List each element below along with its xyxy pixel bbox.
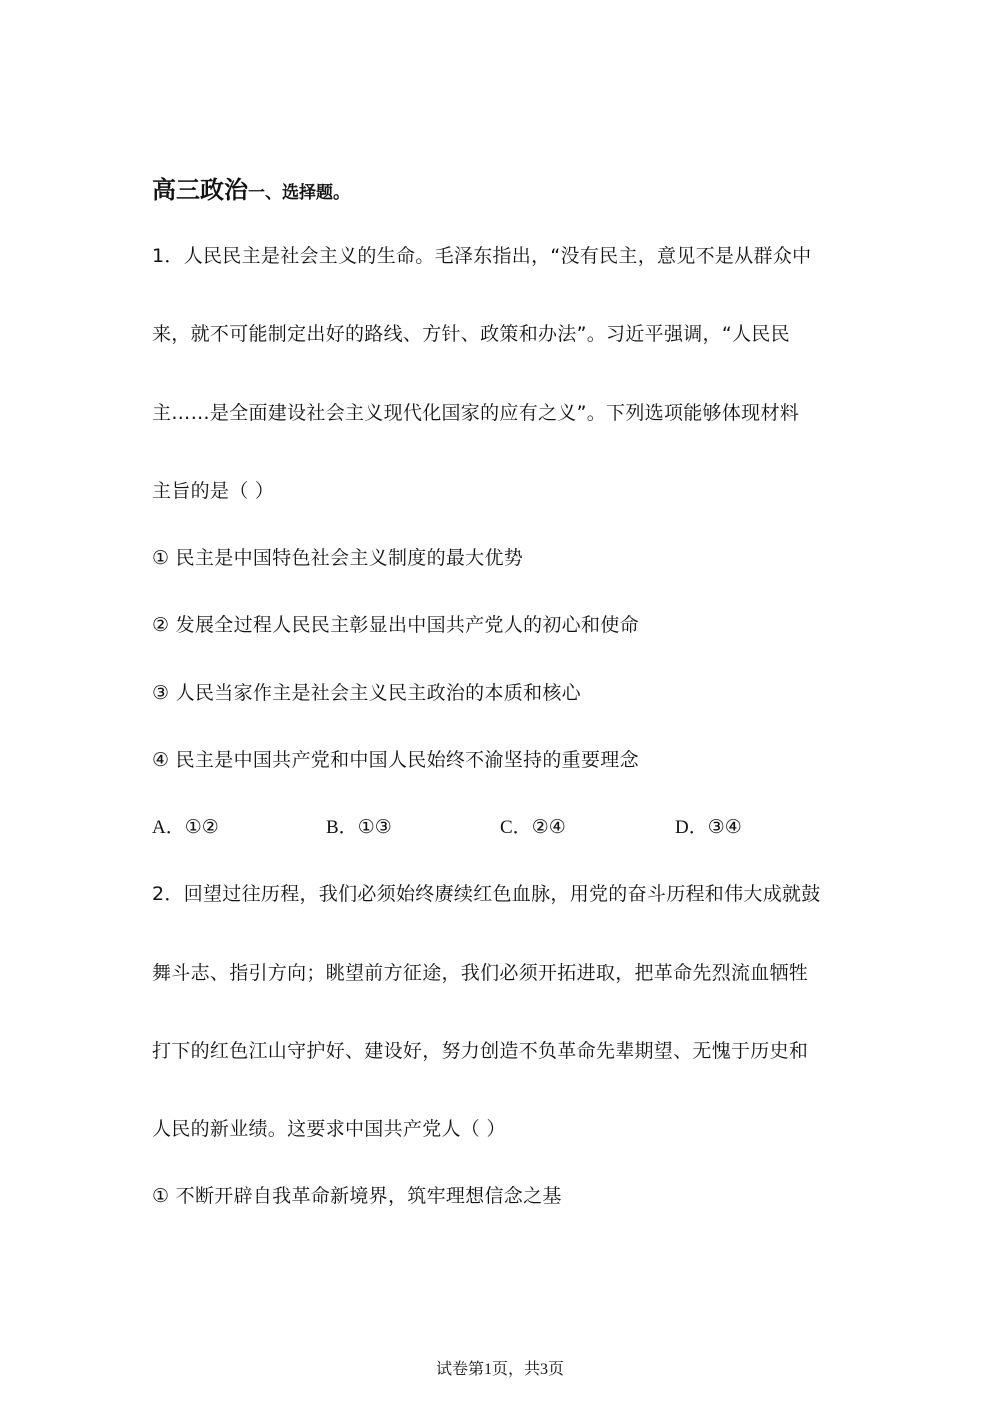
choice-b-value: ①③ xyxy=(357,816,392,838)
choice-d-value: ③④ xyxy=(707,816,742,838)
question-2-line-2: 舞斗志、指引方向；眺望前方征途，我们必须开拓进取，把革命先烈流血牺牲 xyxy=(152,962,809,984)
question-1-statement-4: ④ 民主是中国共产党和中国人民始终不渝坚持的重要理念 xyxy=(152,749,639,771)
choice-b[interactable] xyxy=(326,815,392,840)
question-1-statement-3: ③ 人民当家作主是社会主义民主政治的本质和核心 xyxy=(152,682,581,704)
choice-b-letter: B． xyxy=(326,817,358,838)
choice-d[interactable] xyxy=(675,815,742,840)
question-2-line-1: 2．回望过往历程，我们必须始终赓续红色血脉，用党的奋斗历程和伟大成就鼓 xyxy=(152,883,821,905)
question-1-line-1: 1．人民民主是社会主义的生命。毛泽东指出，“没有民主，意见不是从群众中 xyxy=(152,245,812,267)
question-1-statement-2: ② 发展全过程人民民主彰显出中国共产党人的初心和使命 xyxy=(152,614,639,636)
choice-c-value: ②④ xyxy=(531,816,566,838)
section-heading: 一、选择题。 xyxy=(248,183,350,203)
choice-d-letter: D． xyxy=(675,817,708,838)
choice-c-letter: C． xyxy=(500,817,532,838)
choice-c[interactable] xyxy=(500,815,566,840)
question-1-line-2: 来，就不可能制定出好的路线、方针、政策和办法”。习近平强调，“人民民 xyxy=(152,323,790,345)
question-1-line-3: 主……是全面建设社会主义现代化国家的应有之义”。下列选项能够体现材料 xyxy=(152,402,800,424)
question-1-line-4: 主旨的是（ ） xyxy=(152,480,275,502)
question-1-statement-1: ① 民主是中国特色社会主义制度的最大优势 xyxy=(152,547,524,569)
document-title xyxy=(152,170,350,205)
question-2-line-3: 打下的红色江山守护好、建设好，努力创造不负革命先辈期望、无愧于历史和 xyxy=(152,1040,809,1062)
page-footer: 试卷第1页，共3页 xyxy=(435,1361,564,1378)
choice-a[interactable] xyxy=(152,815,219,840)
question-2-statement-1: ① 不断开辟自我革命新境界，筑牢理想信念之基 xyxy=(152,1185,562,1207)
choice-a-letter: A． xyxy=(152,817,185,838)
question-2-line-4: 人民的新业绩。这要求中国共产党人（ ） xyxy=(152,1118,506,1140)
choice-a-value: ①② xyxy=(184,816,219,838)
title-main: 高三政治 xyxy=(152,176,248,204)
